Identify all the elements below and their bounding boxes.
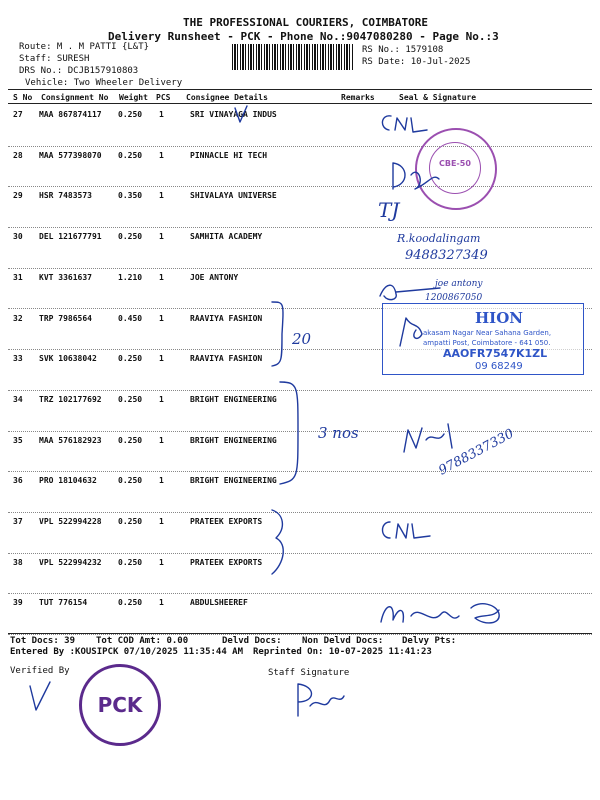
signature-abdulsheeref: [375, 596, 525, 632]
signature-row-27: [377, 108, 437, 138]
row-weight: 0.250: [118, 598, 143, 608]
row-weight: 0.250: [118, 110, 143, 119]
row-sno: 36: [13, 476, 23, 486]
row-consignee: RAAVIYA FASHION: [190, 354, 263, 364]
delivered-docs: Delvd Docs:: [222, 636, 282, 646]
row-weight: 1.210: [118, 272, 143, 282]
row-consignee: RAAVIYA FASHION: [190, 313, 263, 323]
row-weight: 0.250: [118, 394, 143, 404]
row-sno: 34: [13, 394, 23, 404]
row-consignee: PRATEEK EXPORTS: [190, 517, 263, 526]
route-label: Route: M . M PATTI {L&T}: [19, 42, 150, 52]
signature-prateek-exports: [378, 516, 438, 548]
staff-label: Staff: SURESH: [19, 54, 90, 64]
row-weight: 0.250: [118, 150, 143, 160]
verified-check-mark: [26, 680, 56, 716]
row-consignee: SRI VINAYAGA INDUS: [190, 110, 277, 119]
row-weight: 0.250: [118, 557, 143, 567]
rs-date: RS Date: 10-Jul-2025: [362, 57, 471, 67]
row-pcs: 1: [159, 476, 164, 486]
row-consignment-no: PRO 18104632: [39, 476, 97, 486]
row-consignee: SAMHITA ACADEMY: [190, 232, 263, 242]
rect-stamp-line3: AAOFR7547K1ZL: [443, 347, 548, 360]
col-pcs: PCS: [156, 93, 171, 102]
table-row: [8, 146, 592, 188]
col-seal-signature: Seal & Signature: [399, 93, 477, 102]
row-consignment-no: VPL 522994228: [39, 517, 102, 526]
row-weight: 0.450: [118, 313, 143, 323]
col-consignee: Consignee Details: [186, 93, 268, 102]
remark-check-mark: [232, 104, 252, 128]
row-pcs: 1: [159, 517, 164, 526]
receiver-number-row-31: 1200867050: [425, 293, 483, 303]
row-pcs: 1: [159, 191, 164, 201]
row-pcs: 1: [159, 598, 164, 608]
bracket-rows-37-38: [268, 508, 298, 578]
runsheet-subtitle: Delivery Runsheet - PCK - Phone No.:9047080280 - Page No.:3: [108, 30, 499, 43]
bracket-rows-34-36: [278, 380, 308, 486]
row-consignment-no: KVT 3361637: [39, 272, 92, 282]
row-consignment-no: TUT 776154: [39, 598, 88, 608]
rect-stamp-line1: akasam Nagar Near Sahana Garden,: [423, 329, 552, 337]
row-weight: 0.250: [118, 232, 143, 242]
row-pcs: 1: [159, 150, 164, 160]
row-consignment-no: TRZ 102177692: [39, 394, 102, 404]
reprinted-on: Reprinted On: 10-07-2025 11:41:23: [253, 647, 432, 657]
row-sno: 32: [13, 313, 23, 323]
row-sno: 39: [13, 598, 23, 608]
table-row: [8, 553, 592, 595]
table-row: [8, 512, 592, 554]
col-remarks: Remarks: [341, 93, 375, 102]
staff-signature-label: Staff Signature: [268, 668, 350, 678]
receiver-phone-row-35: 9788337330: [436, 426, 517, 479]
vehicle-label: Vehicle: Two Wheeler Delivery: [25, 78, 183, 88]
initials-row-29: TJ: [378, 198, 400, 222]
header-bottom-rule: [8, 103, 592, 104]
row-weight: 0.250: [118, 435, 143, 445]
total-docs: Tot Docs: 39: [10, 636, 76, 646]
entered-by: Entered By :KOUSIPCK 07/10/2025 11:35:44 AM: [10, 647, 243, 657]
row-consignee: SHIVALAYA UNIVERSE: [190, 191, 277, 201]
row-sno: 38: [13, 557, 23, 567]
row-sno: 29: [13, 191, 23, 201]
row-sno: 28: [13, 150, 23, 160]
remark-count-32-33: 20: [292, 330, 312, 348]
row-consignee: BRIGHT ENGINEERING: [190, 435, 277, 445]
row-pcs: 1: [159, 272, 164, 282]
row-consignee: JOE ANTONY: [190, 272, 239, 282]
remark-count-34-36: 3 nos: [318, 424, 359, 442]
row-sno: 27: [13, 110, 23, 119]
total-cod-amount: Tot COD Amt: 0.00: [96, 636, 189, 646]
round-stamp-code: CBE-50: [439, 159, 471, 168]
row-sno: 30: [13, 232, 23, 242]
row-weight: 0.250: [118, 354, 143, 364]
row-consignment-no: MAA 576182923: [39, 435, 102, 445]
receiver-name-row-30: R.koodalingam: [397, 232, 481, 245]
row-pcs: 1: [159, 557, 164, 567]
row-pcs: 1: [159, 394, 164, 404]
drs-number: DRS No.: DCJB157910803: [19, 66, 139, 76]
rs-number: RS No.: 1579108: [362, 45, 444, 55]
row-weight: 0.350: [118, 191, 143, 201]
table-row: [8, 105, 592, 147]
row-consignment-no: DEL 121677791: [39, 232, 102, 242]
rect-stamp-line2: ampatti Post, Coimbatore - 641 050.: [423, 339, 551, 347]
receiver-name-row-31: joe antony: [435, 279, 483, 289]
row-consignment-no: VPL 522994232: [39, 557, 102, 567]
row-consignee: PINNACLE HI TECH: [190, 150, 268, 160]
signature-row-28: [385, 155, 445, 195]
row-weight: 0.250: [118, 476, 143, 486]
pck-stamp: PCK: [79, 664, 161, 746]
barcode: [232, 44, 354, 70]
row-sno: 35: [13, 435, 23, 445]
col-consignment: Consignment No: [41, 93, 109, 102]
rect-stamp-title: HION: [475, 309, 523, 327]
company-title: THE PROFESSIONAL COURIERS, COIMBATORE: [183, 16, 429, 29]
col-sno: S No: [13, 93, 33, 102]
header-top-rule: [8, 89, 592, 90]
col-weight: Weight: [119, 93, 148, 102]
staff-signature: [288, 676, 348, 722]
row-consignment-no: TRP 7986564: [39, 313, 92, 323]
row-consignee: BRIGHT ENGINEERING: [190, 394, 277, 404]
row-pcs: 1: [159, 232, 164, 242]
rect-stamp-line4: 09 68249: [475, 361, 523, 372]
footer-rule: [8, 633, 592, 634]
verified-by-label: Verified By: [10, 666, 70, 676]
row-sno: 31: [13, 272, 23, 282]
table-row: [8, 186, 592, 228]
row-pcs: 1: [159, 354, 164, 364]
delivery-points: Delvy Pts:: [402, 636, 457, 646]
row-pcs: 1: [159, 110, 164, 119]
row-consignment-no: HSR 7483573: [39, 191, 92, 201]
row-consignee: PRATEEK EXPORTS: [190, 557, 263, 567]
row-pcs: 1: [159, 435, 164, 445]
row-sno: 37: [13, 517, 23, 526]
row-consignee: ABDULSHEEREF: [190, 598, 248, 608]
non-delivered-docs: Non Delvd Docs:: [302, 636, 384, 646]
row-consignment-no: MAA 577398070: [39, 150, 102, 160]
signature-raaviya: [392, 312, 432, 352]
row-consignment-no: MAA 867874117: [39, 110, 102, 119]
table-row: [8, 227, 592, 269]
row-consignment-no: SVK 10638042: [39, 354, 97, 364]
signature-bright-engineering: [400, 418, 460, 458]
receiver-phone-row-30: 9488327349: [405, 248, 488, 263]
row-pcs: 1: [159, 313, 164, 323]
row-weight: 0.250: [118, 517, 143, 526]
row-consignee: BRIGHT ENGINEERING: [190, 476, 277, 486]
row-sno: 33: [13, 354, 23, 364]
